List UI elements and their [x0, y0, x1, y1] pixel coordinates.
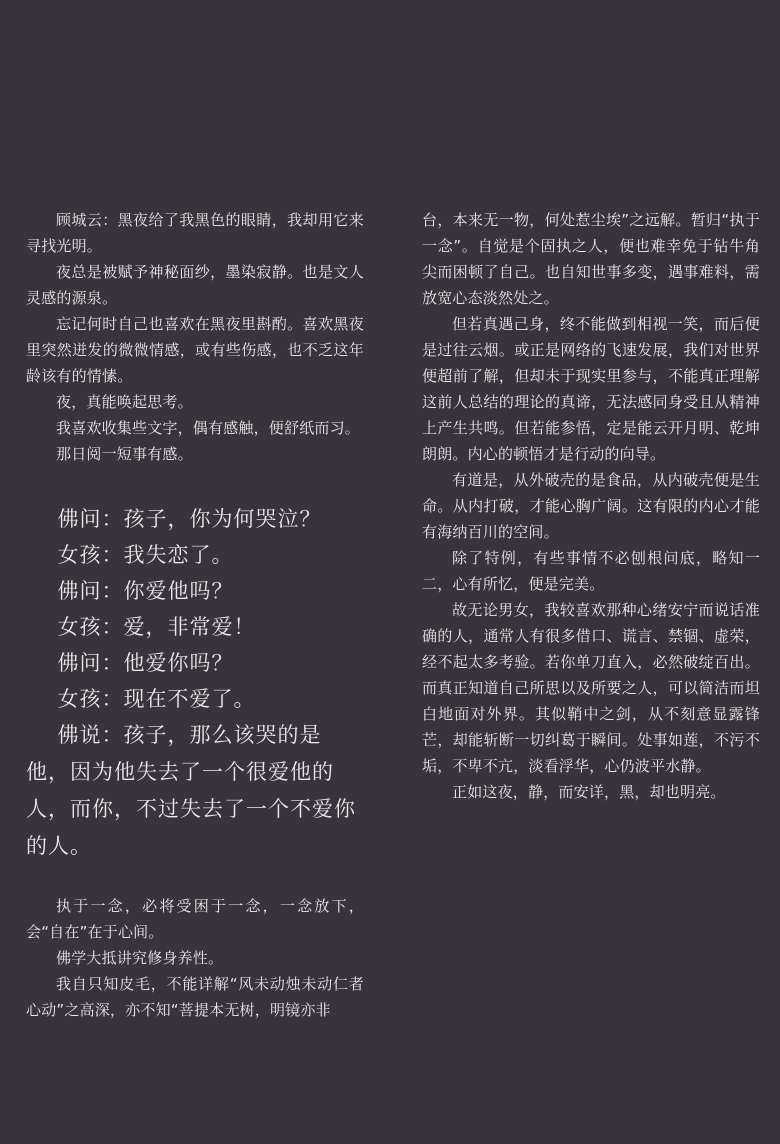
intro-paragraph: 夜总是被赋予神秘面纱，墨染寂静。也是文人灵感的源泉。 [26, 263, 364, 307]
intro-paragraph: 我喜欢收集些文字，偶有感触，便舒纸而习。 [56, 419, 361, 437]
dialogue-line: 女孩：现在不爱了。 [57, 687, 256, 711]
intro-paragraph: 顾城云：黑夜给了我黑色的眼睛，我却用它来寻找光明。 [26, 211, 364, 255]
dialogue-line: 佛问：他爱你吗？ [57, 651, 234, 675]
body-paragraph: 有道是，从外破壳的是食品，从内破壳便是生命。从内打破，才能心胸广阔。这有限的内心才能有海纳百川的空间。 [422, 471, 760, 541]
intro-paragraph: 夜，真能唤起思考。 [56, 393, 193, 411]
body-paragraph: 佛学大抵讲究修身养性。 [56, 949, 224, 967]
dialogue-block [26, 501, 364, 865]
closing-paragraph: 正如这夜，静，而安详，黑，却也明亮。 [452, 783, 726, 801]
body-paragraph: 我自只知皮毛，不能详解“风未动烛未动仁者心动”之高深，亦不知“菩提本无树，明镜亦非 [26, 975, 364, 1019]
left-column [26, 207, 364, 1023]
body-paragraph: 除了特例，有些事情不必刨根问底，略知一二，心有所忆，便是完美。 [422, 549, 760, 593]
right-column [422, 207, 760, 805]
body-paragraph: 故无论男女，我较喜欢那种心绪安宁而说话准确的人，通常人有很多借口、谎言、禁锢、虚荣，经不起太多考验。若你单刀直入，必然破绽百出。而真正知道自己所思以及所要之人，可以简洁而坦白地面对外界。其似鞘中之剑，从不刻意显露锋芒，却能斩断一切纠葛于瞬间。处事如莲，不污不垢，不卑不亢，淡看浮华，心仍波平水静。 [422, 601, 760, 775]
dialogue-line: 女孩：爱，非常爱！ [57, 615, 256, 639]
body-paragraph: 但若真遇己身，终不能做到相视一笑，而后便是过往云烟。或正是网络的飞速发展，我们对世界便超前了解，但却未于现实里参与，不能真正理解这前人总结的理论的真谛，无法感同身受且从精神上产生共鸣。但若能参悟，定是能云开月明、乾坤朗朗。内心的顿悟才是行动的向导。 [422, 315, 760, 463]
dialogue-line-final: 佛说：孩子，那么该哭的是他，因为他失去了一个很爱他的人，而你，不过失去了一个不爱你的人。 [26, 723, 356, 858]
dialogue-line: 佛问：孩子，你为何哭泣？ [57, 507, 322, 531]
intro-paragraph: 忘记何时自己也喜欢在黑夜里斟酌。喜欢黑夜里突然迸发的微微情感，或有些伤感，也不乏这年龄该有的情愫。 [26, 315, 364, 385]
dialogue-line: 女孩：我失恋了。 [57, 543, 234, 567]
continued-paragraph: 台，本来无一物，何处惹尘埃”之远解。暂归“执于一念”。自觉是个固执之人，便也难幸免于钻牛角尖而困顿了自己。也自知世事多变，遇事难料，需放宽心态淡然处之。 [422, 211, 760, 307]
body-paragraph: 执于一念，必将受困于一念，一念放下，会“自在”在于心间。 [26, 897, 364, 941]
intro-paragraph: 那日阅一短事有感。 [56, 445, 193, 463]
dialogue-line: 佛问：你爱他吗？ [57, 579, 234, 603]
